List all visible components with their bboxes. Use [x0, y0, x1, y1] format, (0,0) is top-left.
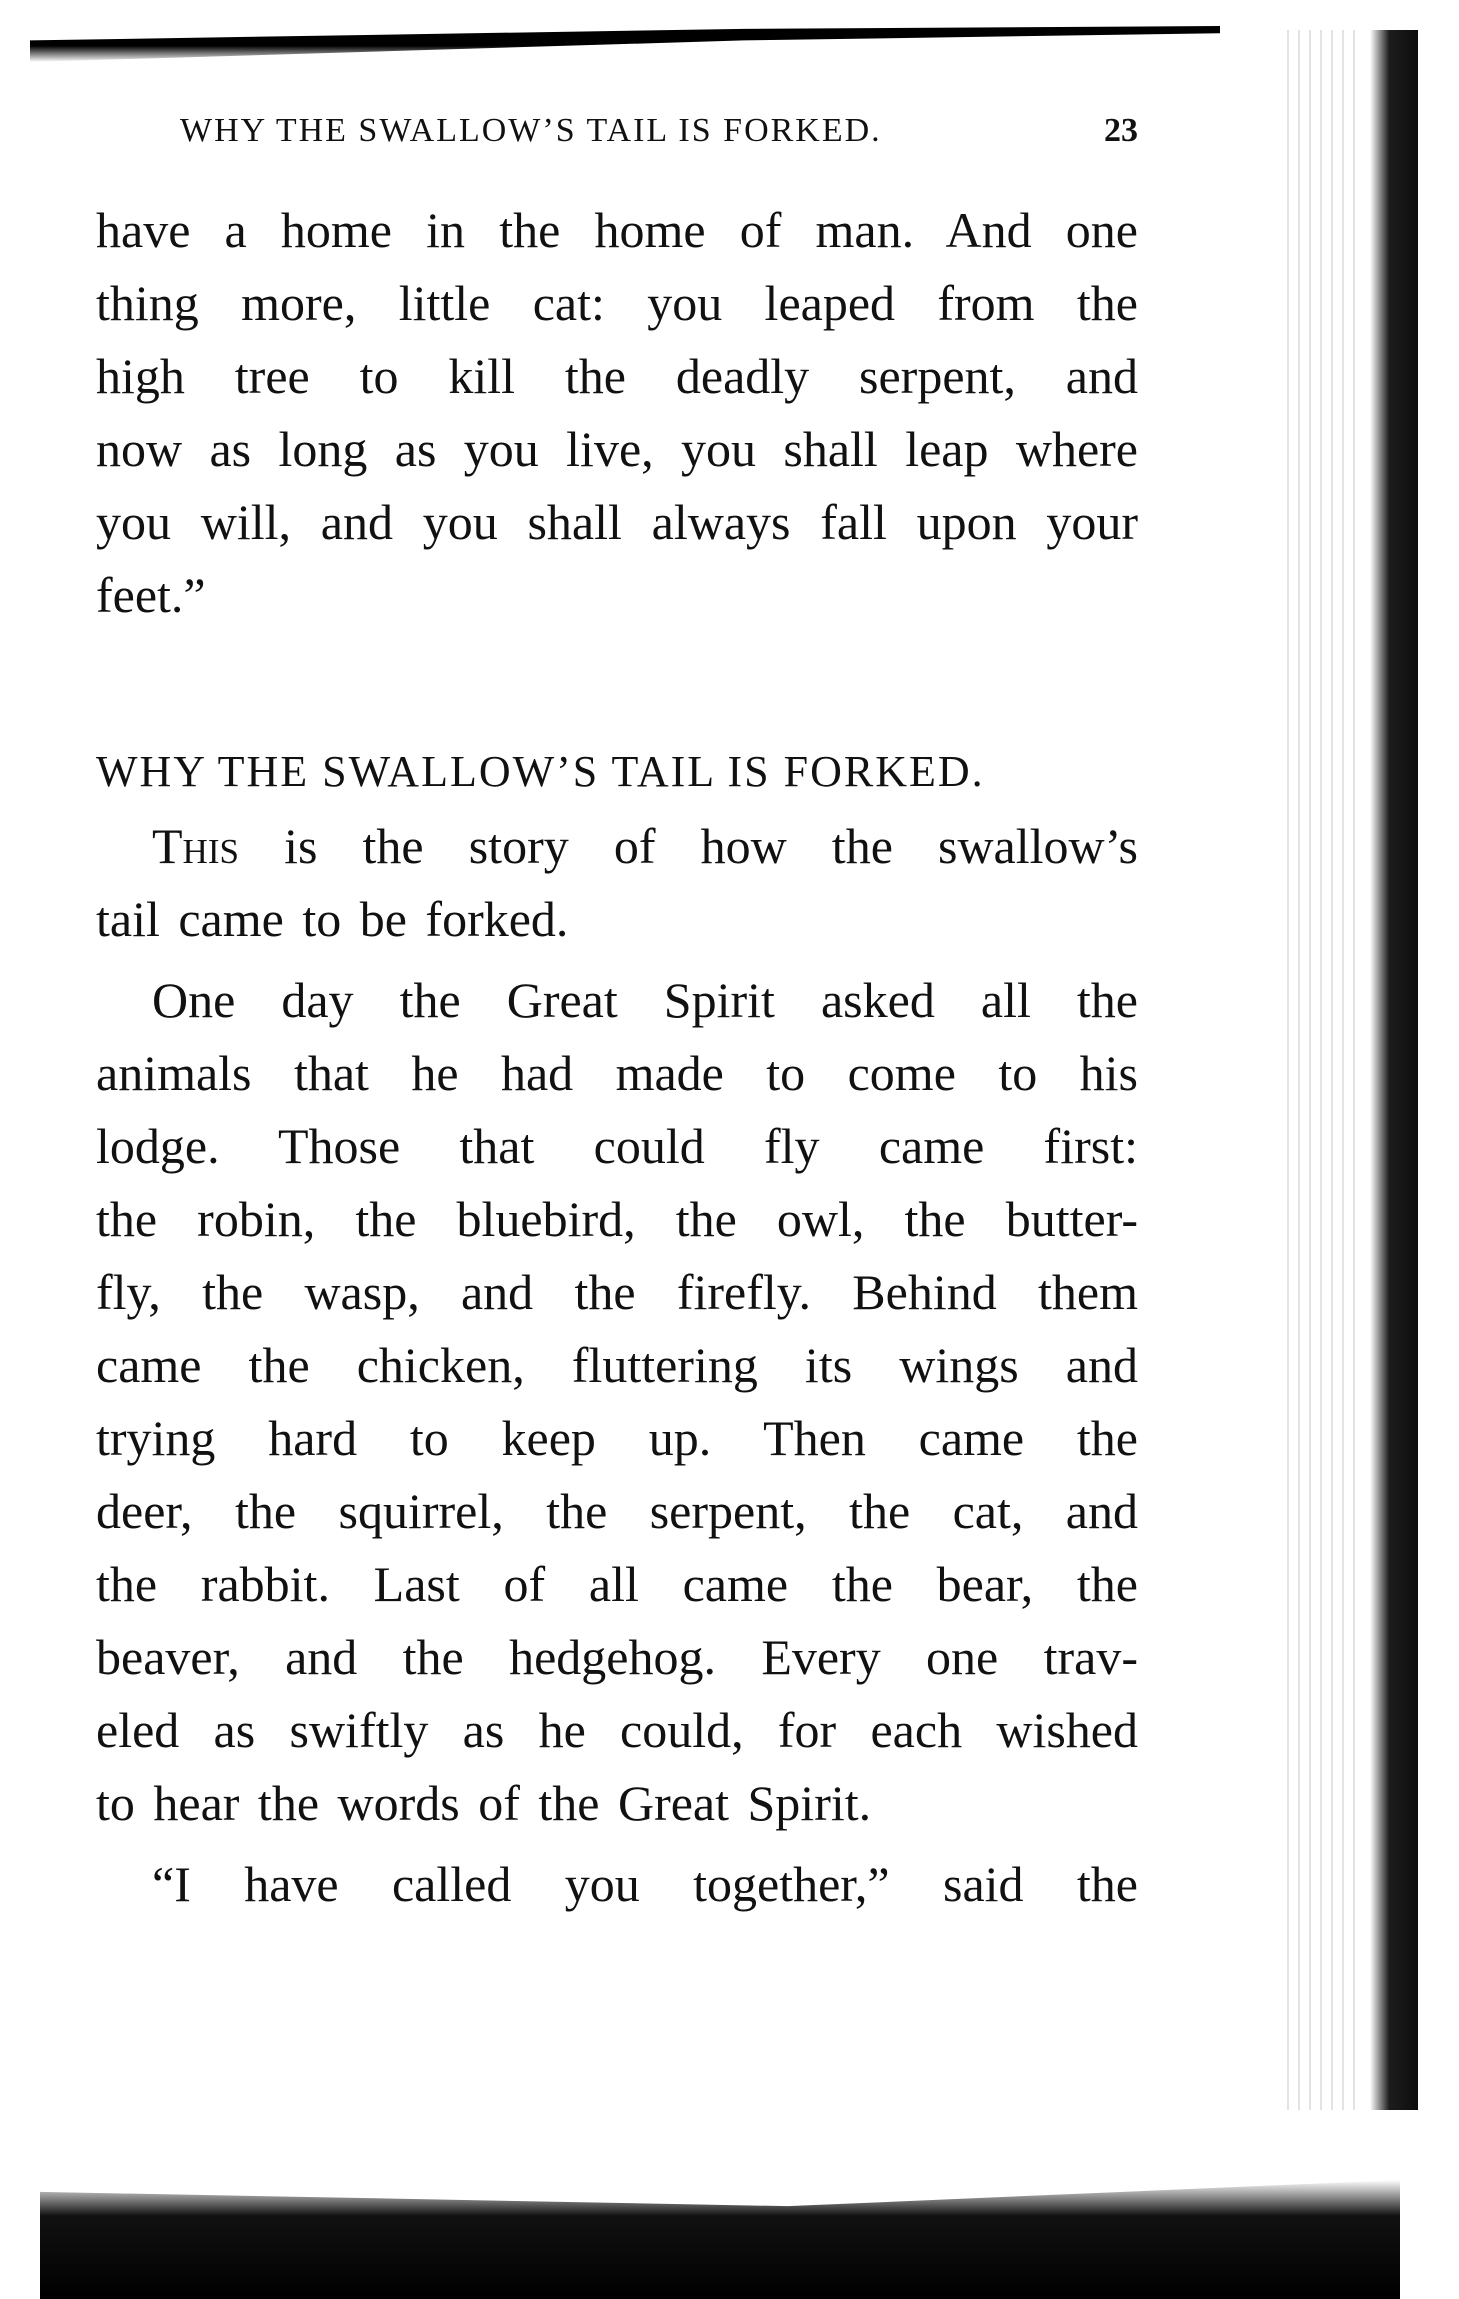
text-line: thing more, little cat: you leaped from the	[96, 275, 1138, 331]
drop-word: This	[152, 818, 239, 874]
text-segment: is the story of how the swallow’s	[238, 818, 1138, 874]
text-line: to hear the words of the Great Spirit.	[96, 1775, 872, 1831]
text-line: feet.”	[96, 567, 206, 623]
scan-bottom-edge	[40, 2180, 1400, 2299]
text-line: the rabbit. Last of all came the bear, the	[96, 1556, 1138, 1612]
text-line: high tree to kill the deadly serpent, and	[96, 348, 1138, 404]
paragraph-2	[96, 964, 1138, 1840]
text-line: deer, the squirrel, the serpent, the cat, and	[96, 1483, 1138, 1539]
text-line: animals that he had made to come to his	[96, 1045, 1138, 1101]
running-head	[180, 112, 1138, 164]
binding-texture	[1278, 30, 1358, 2110]
text-line: fly, the wasp, and the firefly. Behind them	[96, 1264, 1138, 1320]
scan-top-edge	[30, 26, 1220, 62]
section-heading: WHY THE SWALLOW’S TAIL IS FORKED.	[96, 747, 985, 796]
binding-shadow	[1370, 30, 1418, 2110]
text-line: the robin, the bluebird, the owl, the butter-	[96, 1191, 1138, 1247]
text-line: lodge. Those that could fly came first:	[96, 1118, 1138, 1174]
intro-paragraph	[96, 194, 1138, 632]
running-head-title: WHY THE SWALLOW’S TAIL IS FORKED.	[180, 112, 882, 149]
text-line: beaver, and the hedgehog. Every one trav-	[96, 1629, 1138, 1685]
binding-edge	[1278, 30, 1418, 2110]
text-line: now as long as you live, you shall leap where	[96, 421, 1138, 477]
text-line: came the chicken, fluttering its wings and	[96, 1337, 1138, 1393]
text-line: trying hard to keep up. Then came the	[96, 1410, 1138, 1466]
paragraph-3	[96, 1848, 1138, 1921]
text-line: you will, and you shall always fall upon your	[96, 494, 1138, 550]
text-line: tail came to be forked.	[96, 891, 569, 947]
book-page	[96, 112, 1138, 1921]
text-line	[96, 810, 1138, 883]
page-number: 23	[1104, 112, 1138, 149]
text-line: eled as swiftly as he could, for each wished	[96, 1702, 1138, 1758]
text-line: One day the Great Spirit asked all the	[152, 972, 1138, 1028]
text-line: have a home in the home of man. And one	[96, 202, 1138, 258]
text-line: “I have called you together,” said the	[152, 1856, 1138, 1912]
paragraph-1	[96, 810, 1138, 956]
